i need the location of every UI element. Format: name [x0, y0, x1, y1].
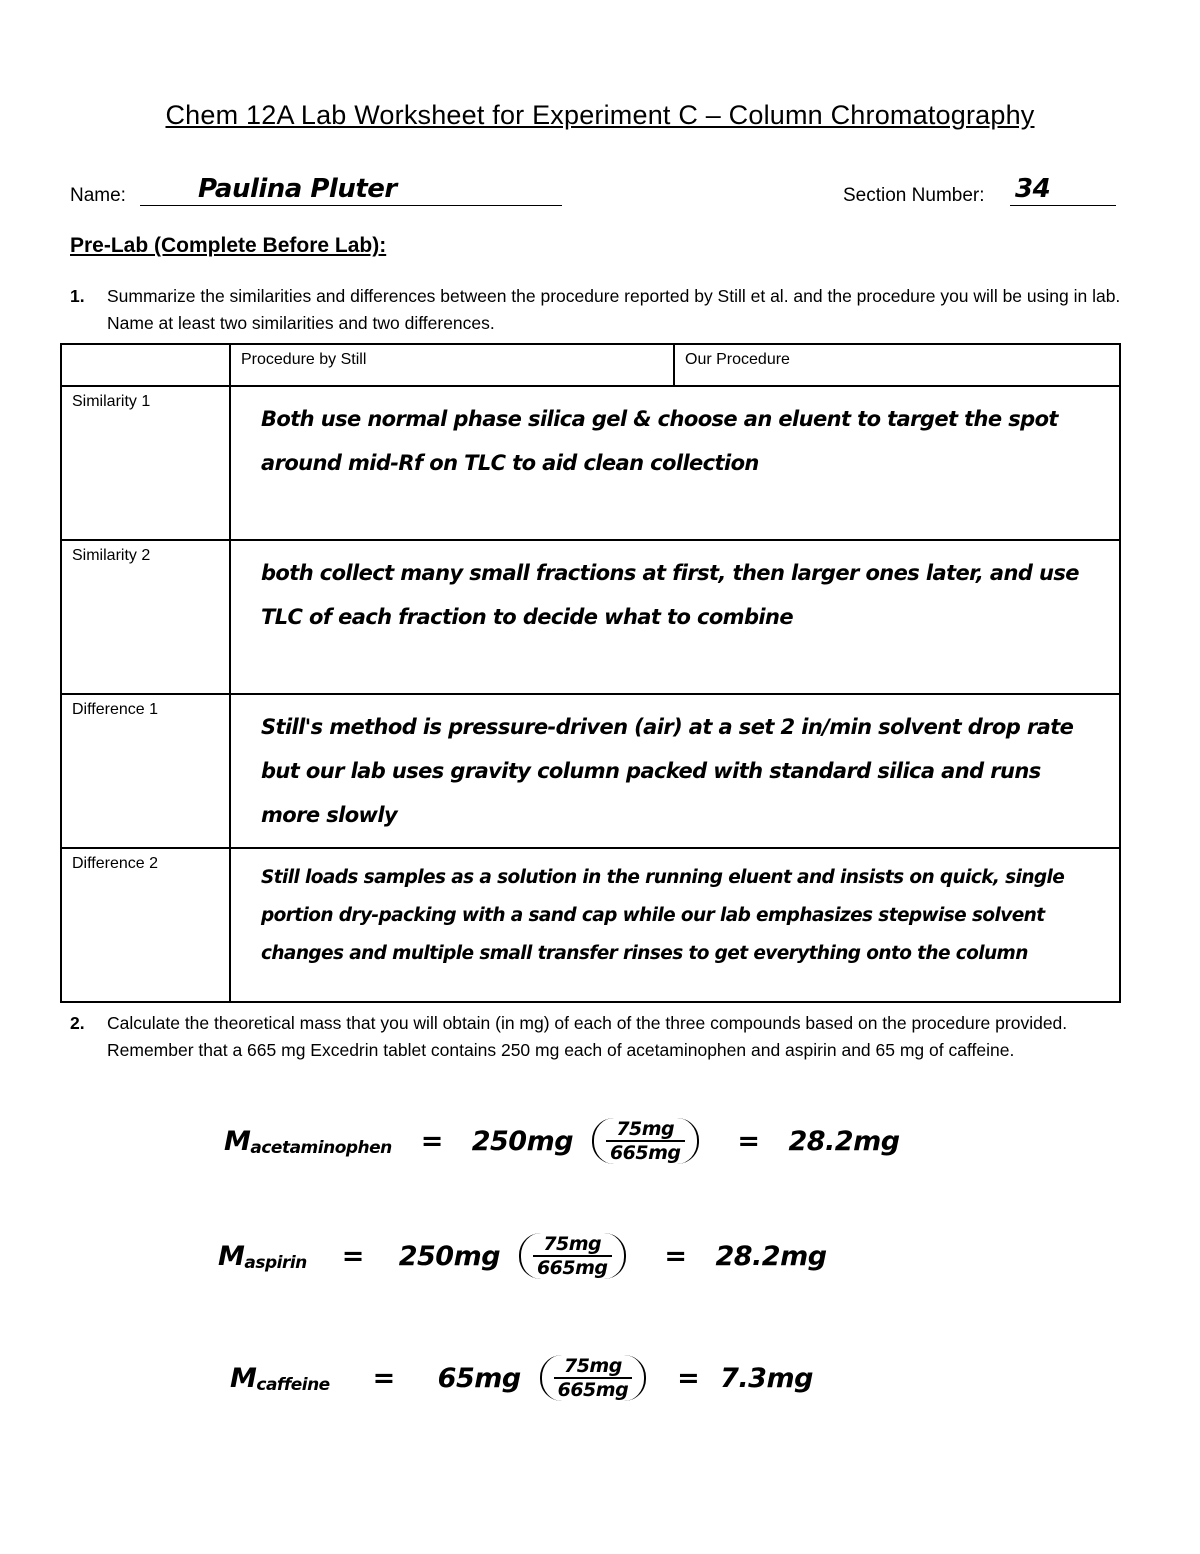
calc-result-equals: = [737, 1125, 760, 1157]
calc-caffeine [230, 1355, 813, 1401]
row-answer: Still loads samples as a solution in the running eluent and insists on quick, single portion dry-packing with a sand cap while our lab emphasizes stepwise solvent changes and multiple small transfer rinses to get everything onto the column [230, 848, 1120, 1002]
calc-equals: = [372, 1362, 395, 1394]
name-line [140, 205, 562, 206]
calc-numerator: 75mg [554, 1355, 633, 1379]
comparison-table [60, 343, 1121, 1003]
calc-fraction [540, 1355, 647, 1401]
calc-amount: 65mg [437, 1362, 521, 1394]
row-label: Similarity 1 [61, 386, 230, 540]
calc-acetaminophen [224, 1118, 900, 1164]
calc-equals: = [341, 1240, 364, 1272]
row-answer: both collect many small fractions at first, then larger ones later, and use TLC of each fraction to decide what to combine [230, 540, 1120, 694]
calc-result: 28.2mg [788, 1125, 900, 1157]
table-row [61, 848, 1120, 1002]
table-header-blank [61, 344, 230, 386]
table-header-still: Procedure by Still [230, 344, 674, 386]
calc-result: 7.3mg [720, 1362, 813, 1394]
calc-fraction [519, 1233, 626, 1279]
calc-fraction [592, 1118, 699, 1164]
row-label: Similarity 2 [61, 540, 230, 694]
calc-symbol: M [224, 1125, 251, 1157]
calc-numerator: 75mg [533, 1233, 612, 1257]
question-1-text: Summarize the similarities and differences between the procedure reported by Still et al. and the procedure you will be using in lab. Name at least two similarities and two differences. [107, 286, 1121, 333]
calc-denominator: 665mg [609, 1142, 681, 1164]
section-label: Section Number: [843, 185, 985, 206]
calc-numerator: 75mg [606, 1118, 685, 1142]
prelab-heading: Pre-Lab (Complete Before Lab): [70, 234, 387, 257]
table-header-row [61, 344, 1120, 386]
table-row [61, 694, 1120, 848]
calc-subscript: acetaminophen [250, 1137, 392, 1158]
question-2 [70, 1010, 1135, 1064]
calc-symbol: M [218, 1240, 245, 1272]
name-value: Paulina Pluter [198, 174, 397, 204]
calc-symbol: M [230, 1362, 257, 1394]
table-row [61, 540, 1120, 694]
question-1 [70, 283, 1135, 337]
calc-amount: 250mg [471, 1125, 574, 1157]
calc-result-equals: = [664, 1240, 687, 1272]
calc-aspirin [218, 1233, 827, 1279]
row-answer: Both use normal phase silica gel & choose an eluent to target the spot around mid-Rf on TLC to aid clean collection [230, 386, 1120, 540]
section-value: 34 [1015, 174, 1051, 204]
table-row [61, 386, 1120, 540]
question-2-number: 2. [70, 1013, 85, 1033]
calc-subscript: aspirin [244, 1252, 307, 1273]
calc-equals: = [420, 1125, 443, 1157]
calc-amount: 250mg [398, 1240, 501, 1272]
row-label: Difference 2 [61, 848, 230, 1002]
calc-subscript: caffeine [256, 1374, 330, 1395]
question-2-text: Calculate the theoretical mass that you will obtain (in mg) of each of the three compounds based on the procedure provided. Remember that a 665 mg Excedrin tablet contains 250 mg each of acetaminophen and aspirin and 65 mg of caffeine. [107, 1013, 1068, 1060]
name-label: Name: [70, 185, 126, 206]
calc-denominator: 665mg [557, 1379, 629, 1401]
calc-denominator: 665mg [536, 1257, 608, 1279]
section-line [1010, 205, 1116, 206]
calc-result-equals: = [677, 1362, 700, 1394]
row-answer: Still's method is pressure-driven (air) at a set 2 in/min solvent drop rate but our lab uses gravity column packed with standard silica and runs more slowly [230, 694, 1120, 848]
page-title: Chem 12A Lab Worksheet for Experiment C – Column Chromatography [165, 100, 1035, 130]
row-label: Difference 1 [61, 694, 230, 848]
table-header-ours: Our Procedure [674, 344, 1120, 386]
calc-result: 28.2mg [715, 1240, 827, 1272]
question-1-number: 1. [70, 286, 85, 306]
